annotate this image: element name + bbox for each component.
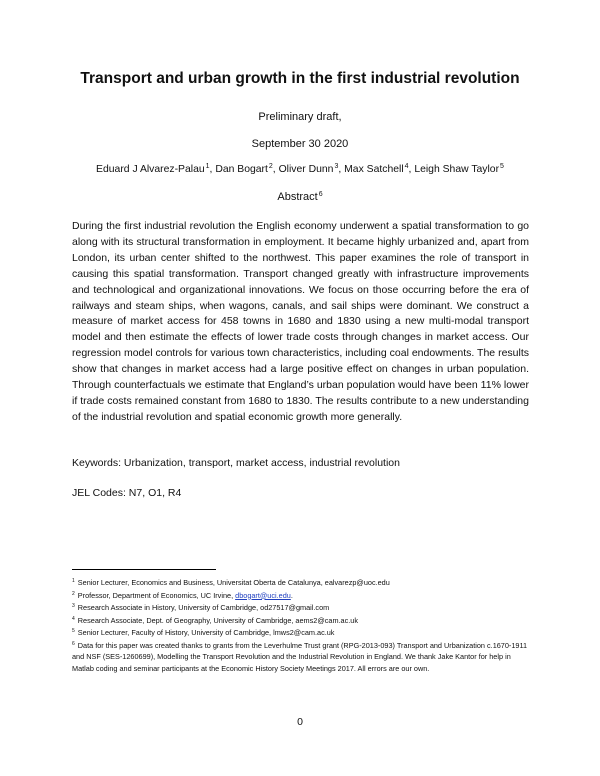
author-name: Max Satchell bbox=[344, 164, 404, 175]
footnote bbox=[72, 639, 532, 675]
date-line: September 30 2020 bbox=[251, 138, 349, 150]
keywords-line: Keywords: Urbanization, transport, market access, industrial revolution bbox=[72, 457, 400, 469]
author-name: Eduard J Alvarez-Palau bbox=[96, 164, 205, 175]
footnotes bbox=[72, 576, 532, 674]
paper-title: Transport and urban growth in the first industrial revolution bbox=[80, 70, 520, 87]
abstract-heading-text: Abstract bbox=[277, 191, 318, 203]
author-name: Dan Bogart bbox=[215, 164, 268, 175]
email-link[interactable]: dbogart@uci.edu bbox=[235, 590, 291, 600]
footnote bbox=[72, 589, 532, 602]
author-name: Leigh Shaw Taylor bbox=[414, 164, 500, 175]
abstract-heading bbox=[0, 191, 600, 203]
footnote-marker: 2 bbox=[72, 590, 75, 597]
footnote bbox=[72, 576, 532, 589]
footnote-marker: 1 bbox=[72, 578, 75, 584]
footnote-text: Research Associate, Dept. of Geography, University of Cambridge, aems2@cam.ac.uk bbox=[77, 615, 358, 625]
footnote bbox=[72, 614, 532, 627]
footnote-text: Professor, Department of Economics, UC Irvine, bbox=[77, 590, 236, 600]
footnote-marker: 4 bbox=[72, 615, 75, 622]
footnote-text: Senior Lecturer, Economics and Business, Universitat Oberta de Catalunya, ealvarezp@uoc.edu bbox=[77, 578, 390, 587]
footnote-marker: 1 bbox=[205, 163, 210, 170]
footnote-marker: 5 bbox=[72, 628, 75, 634]
footnote-text: . bbox=[290, 590, 293, 600]
author-name: Oliver Dunn bbox=[278, 164, 334, 175]
footnote-marker: 2 bbox=[268, 163, 273, 170]
footnote-marker: 6 bbox=[318, 191, 323, 198]
footnote-marker: 5 bbox=[500, 163, 504, 170]
footnote bbox=[72, 601, 532, 614]
author-list: Eduard J Alvarez-Palau$^1$, Dan Bogart$^2$, Oliver Dunn$^3$, Max Satchell$^4$, Leigh Shaw Taylor$^5$ bbox=[96, 163, 504, 175]
footnote-marker: 3 bbox=[334, 163, 339, 170]
footnote-marker: 3 bbox=[72, 603, 75, 609]
footnote-text: Data for this paper was created thanks to grants from the Leverhulme Trust grant (RPG-2013-093) Transport and Urbanization c.1670-1911 and NSF (SES-1260699), Modelling the Transport Revolution and the Industrial Revolution in England. We thank Jake Kantor for help in Matlab coding and seminar participants at the Economic History Society Meetings 2017. All errors are our own. bbox=[72, 640, 528, 673]
footnote-text: Senior Lecturer, Faculty of History, University of Cambridge, lmws2@cam.ac.uk bbox=[77, 628, 335, 637]
footnote-text: Research Associate in History, University of Cambridge, od27517@gmail.com bbox=[77, 603, 330, 612]
footnote bbox=[72, 626, 532, 639]
abstract-body: During the first industrial revolution the English economy underwent a spatial transformation to go along with its structural transformation in employment. It became highly urbanized and, apart from London, its urban center shifted to the northwest. This paper examines the role of transport in causing this spatial transformation. Transport changed greatly with infrastructure improvements and technological and organizational innovations. We focus on those occurring before the era of railways and steam ships, when wagons, canals, and sail ships were dominant. We construct a measure of market access for 458 towns in 1680 and 1830 using a new multi-modal transport model and then estimate the effects of lower trade costs through changes in market access. Our regression model controls for various town characteristics, including coal endowments. The results show that changes in market access had a large positive effect on changes in urban population. Through counterfactuals we estimate that England’s urban population would have been 11% lower if trade costs remained constant from 1680 to 1830. The results contribute to a new understanding of the industrial revolution and spatial economic growth more generally. bbox=[72, 220, 529, 423]
jel-codes-line: JEL Codes: N7, O1, R4 bbox=[72, 487, 182, 499]
footnote-marker: 4 bbox=[404, 163, 409, 170]
page-number: 0 bbox=[297, 716, 303, 728]
footnote-divider bbox=[72, 569, 216, 570]
footnote-marker: 6 bbox=[72, 640, 75, 647]
draft-label: Preliminary draft, bbox=[258, 111, 342, 123]
